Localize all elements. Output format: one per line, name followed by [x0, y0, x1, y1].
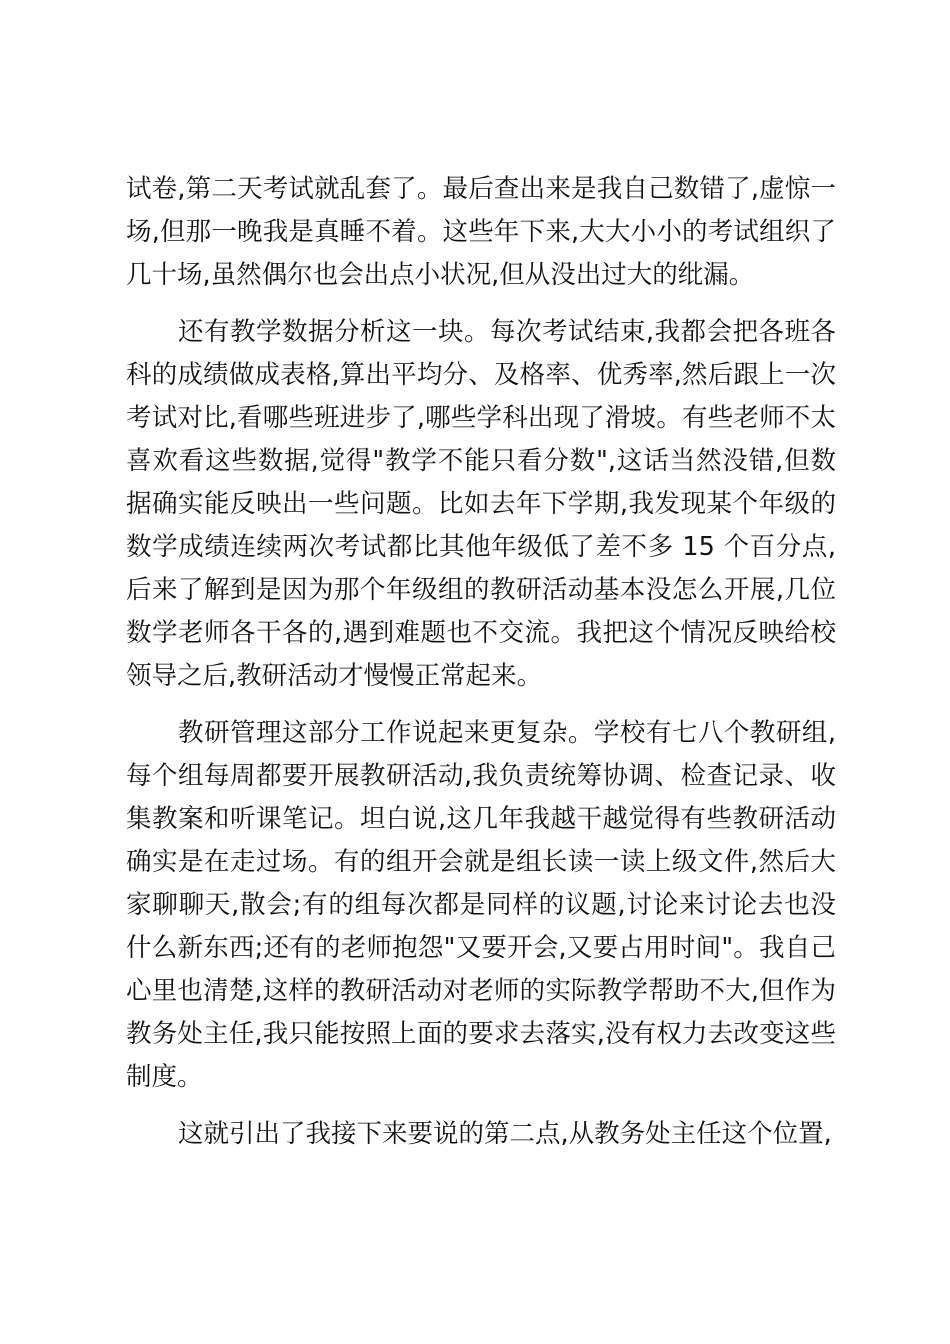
text-line: 试卷,第二天考试就乱套了。最后查出来是我自己数错了,虚惊一 — [126, 174, 836, 204]
text-line: 教研管理这部分工作说起来更复杂。学校有七八个教研组, — [178, 718, 836, 748]
text-line: 考试对比,看哪些班进步了,哪些学科出现了滑坡。有些老师不太 — [126, 403, 836, 433]
text-line: 领导之后,教研活动才慢慢正常起来。 — [126, 661, 543, 691]
paragraph — [126, 712, 836, 1099]
text-line: 后来了解到是因为那个年级组的教研活动基本没怎么开展,几位 — [126, 575, 836, 605]
text-line: 确实是在走过场。有的组开会就是组长读一读上级文件,然后大 — [126, 847, 836, 877]
text-line: 制度。 — [126, 1062, 203, 1092]
text-line: 心里也清楚,这样的教研活动对老师的实际教学帮助不大,但作为 — [126, 976, 836, 1006]
paragraph — [126, 1113, 836, 1156]
text-line: 家聊聊天,散会;有的组每次都是同样的议题,讨论来讨论去也没 — [126, 890, 836, 920]
text-line: 科的成绩做成表格,算出平均分、及格率、优秀率,然后跟上一次 — [126, 360, 836, 390]
text-line: 据确实能反映出一些问题。比如去年下学期,我发现某个年级的 — [126, 489, 836, 519]
text-line: 数学老师各干各的,遇到难题也不交流。我把这个情况反映给校 — [126, 618, 836, 648]
paragraph — [126, 168, 836, 297]
text-line: 场,但那一晚我是真睡不着。这些年下来,大大小小的考试组织了 — [126, 217, 836, 247]
text-line: 集教案和听课笔记。坦白说,这几年我越干越觉得有些教研活动 — [126, 804, 836, 834]
text-line: 数学成绩连续两次考试都比其他年级低了差不多 15 个百分点, — [126, 532, 836, 562]
text-line: 这就引出了我接下来要说的第二点,从教务处主任这个位置, — [178, 1119, 832, 1149]
text-line: 每个组每周都要开展教研活动,我负责统筹协调、检查记录、收 — [126, 761, 836, 791]
document-body — [126, 168, 836, 1156]
text-line: 还有教学数据分析这一块。每次考试结束,我都会把各班各 — [178, 317, 836, 347]
text-line: 什么新东西;还有的老师抱怨"又要开会,又要占用时间"。我自己 — [126, 933, 836, 963]
text-line: 几十场,虽然偶尔也会出点小状况,但从没出过大的纰漏。 — [126, 260, 755, 290]
paragraph — [126, 311, 836, 698]
text-line: 喜欢看这些数据,觉得"教学不能只看分数",这话当然没错,但数 — [126, 446, 836, 476]
text-line: 教务处主任,我只能按照上面的要求去落实,没有权力去改变这些 — [126, 1019, 836, 1049]
